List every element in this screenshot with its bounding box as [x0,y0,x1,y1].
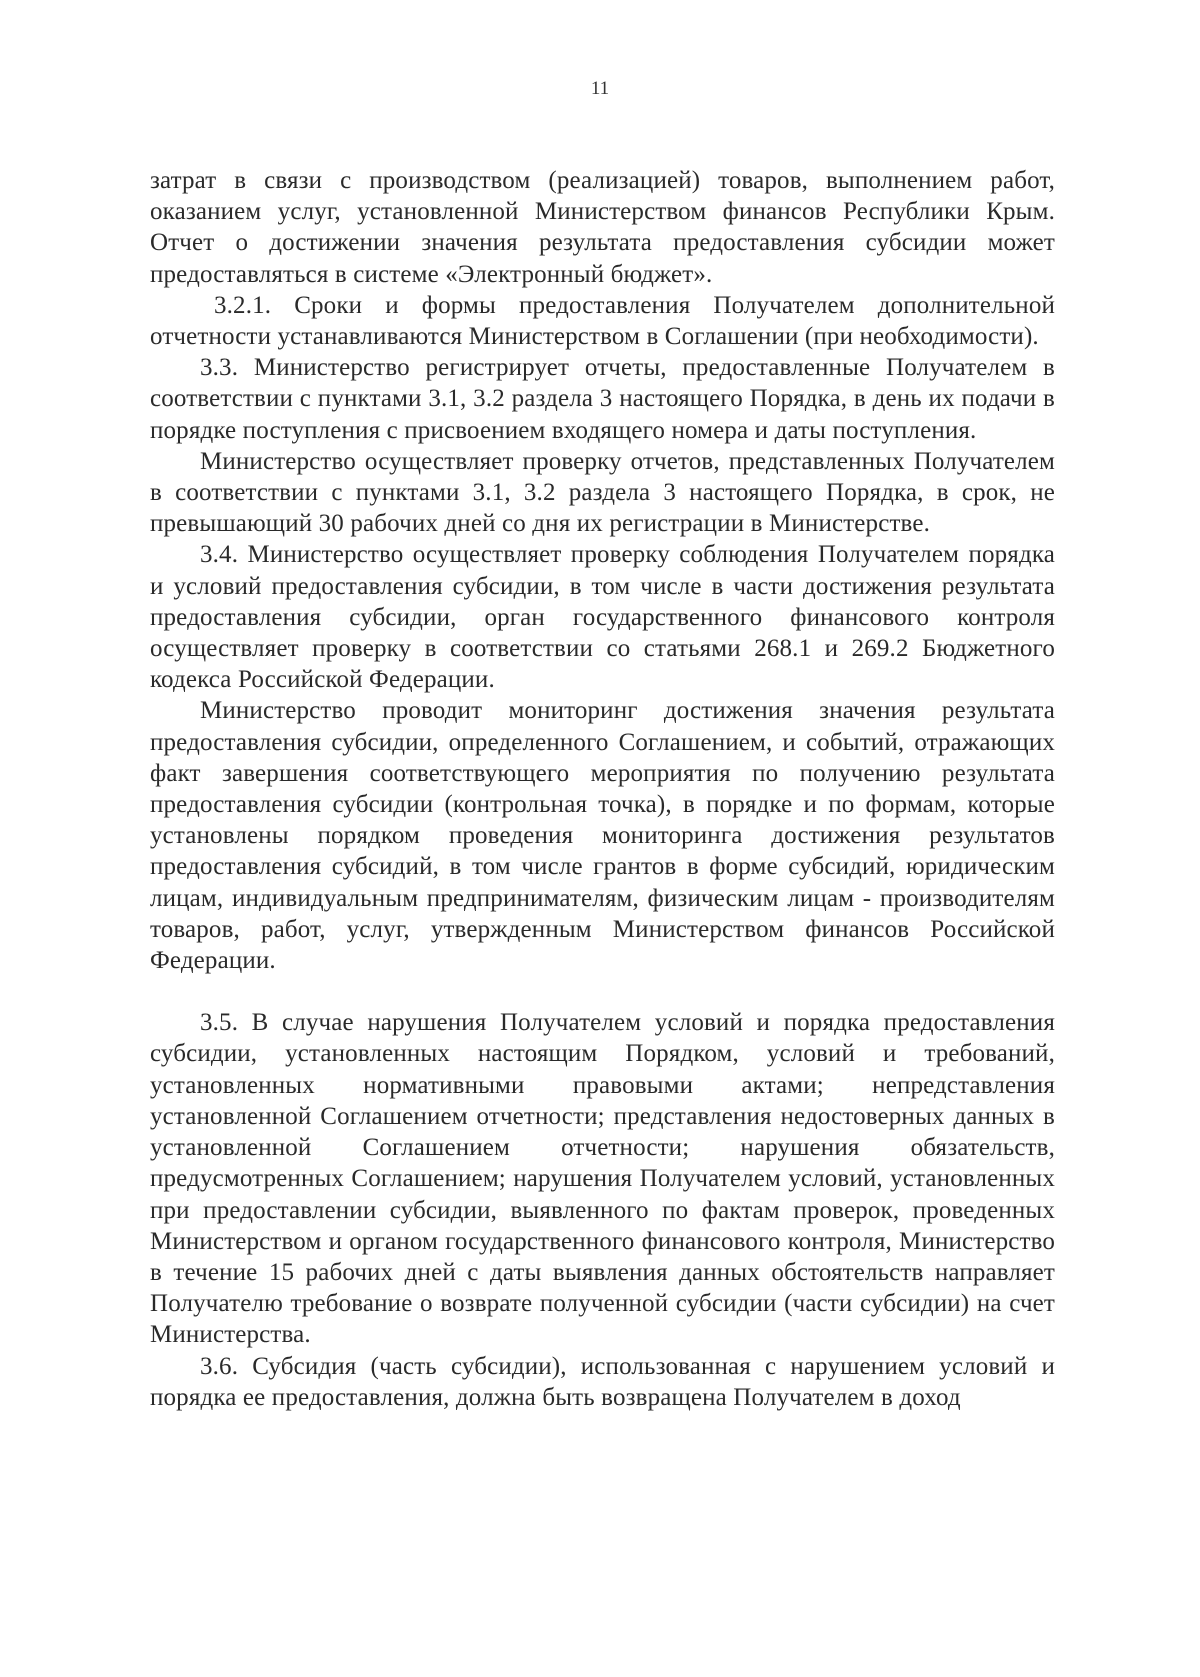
paragraph-3-3-check: Министерство осуществляет проверку отчетов, представленных Получателем в соответствии с пунктами 3.1, 3.2 раздела 3 настоящего Порядка, в срок, не превышающий 30 рабочих дней со дня их регистрации в Министерстве. [150,447,1055,538]
paragraph-continuation: затрат в связи с производством (реализацией) товаров, выполнением работ, оказанием услуг, установленной Министерством финансов Республики Крым. Отчет о достижении значения результата предоставления субсидии может предоставляться в системе «Электронный бюджет». [150,167,1055,288]
paragraph-3-4-monitoring: Министерство проводит мониторинг достижения значения результата предоставления субсидии, определенного Соглашением, и событий, отражающих факт завершения соответствующего мероприятия по получению результата предоставления субсидии (контрольная точка), в порядке и по формам, которые установлены порядком проведения мониторинга достижения результатов предоставления субсидий, в том числе грантов в форме субсидий, юридическим лицам, индивидуальным предпринимателям, физическим лицам - производителям товаров, работ, услуг, утвержденным Министерством финансов Российской Федерации. [150,697,1055,975]
paragraph-3-3: 3.3. Министерство регистрирует отчеты, предоставленные Получателем в соответствии с пунктами 3.1, 3.2 раздела 3 настоящего Порядка, в день их подачи в порядке поступления с присвоением входящего номера и даты поступления. [150,354,1055,444]
paragraph-3-4: 3.4. Министерство осуществляет проверку соблюдения Получателем порядка и условий предоставления субсидии, в том числе в части достижения результата предоставления субсидии, орган государственного финансового контроля осуществляет проверку в соответствии со статьями 268.1 и 269.2 Бюджетного кодекса Российской Федерации. [150,541,1055,694]
document-body [150,165,1055,1413]
paragraph-3-6: 3.6. Субсидия (часть субсидии), использованная с нарушением условий и порядка ее предоставления, должна быть возвращена Получателем в доход [150,1352,1055,1411]
paragraph-3-5: 3.5. В случае нарушения Получателем условий и порядка предоставления субсидии, установленных настоящим Порядком, условий и требований, установленных нормативными правовыми актами; непредставления установленной Соглашением отчетности; представления недостоверных данных в установленной Соглашением отчетности; нарушения обязательств, предусмотренных Соглашением; нарушения Получателем условий, установленных при предоставлении субсидии, выявленного по фактам проверок, проведенных Министерством и органом государственного финансового контроля, Министерство в течение 15 рабочих дней с даты выявления данных обстоятельств направляет Получателю требование о возврате полученной субсидии (части субсидии) на счет Министерства. [150,1009,1055,1349]
paragraph-3-2-1: 3.2.1. Сроки и формы предоставления Получателем дополнительной отчетности устанавливаются Министерством в Соглашении (при необходимости). [150,291,1055,351]
page-number: 11 [590,78,610,99]
